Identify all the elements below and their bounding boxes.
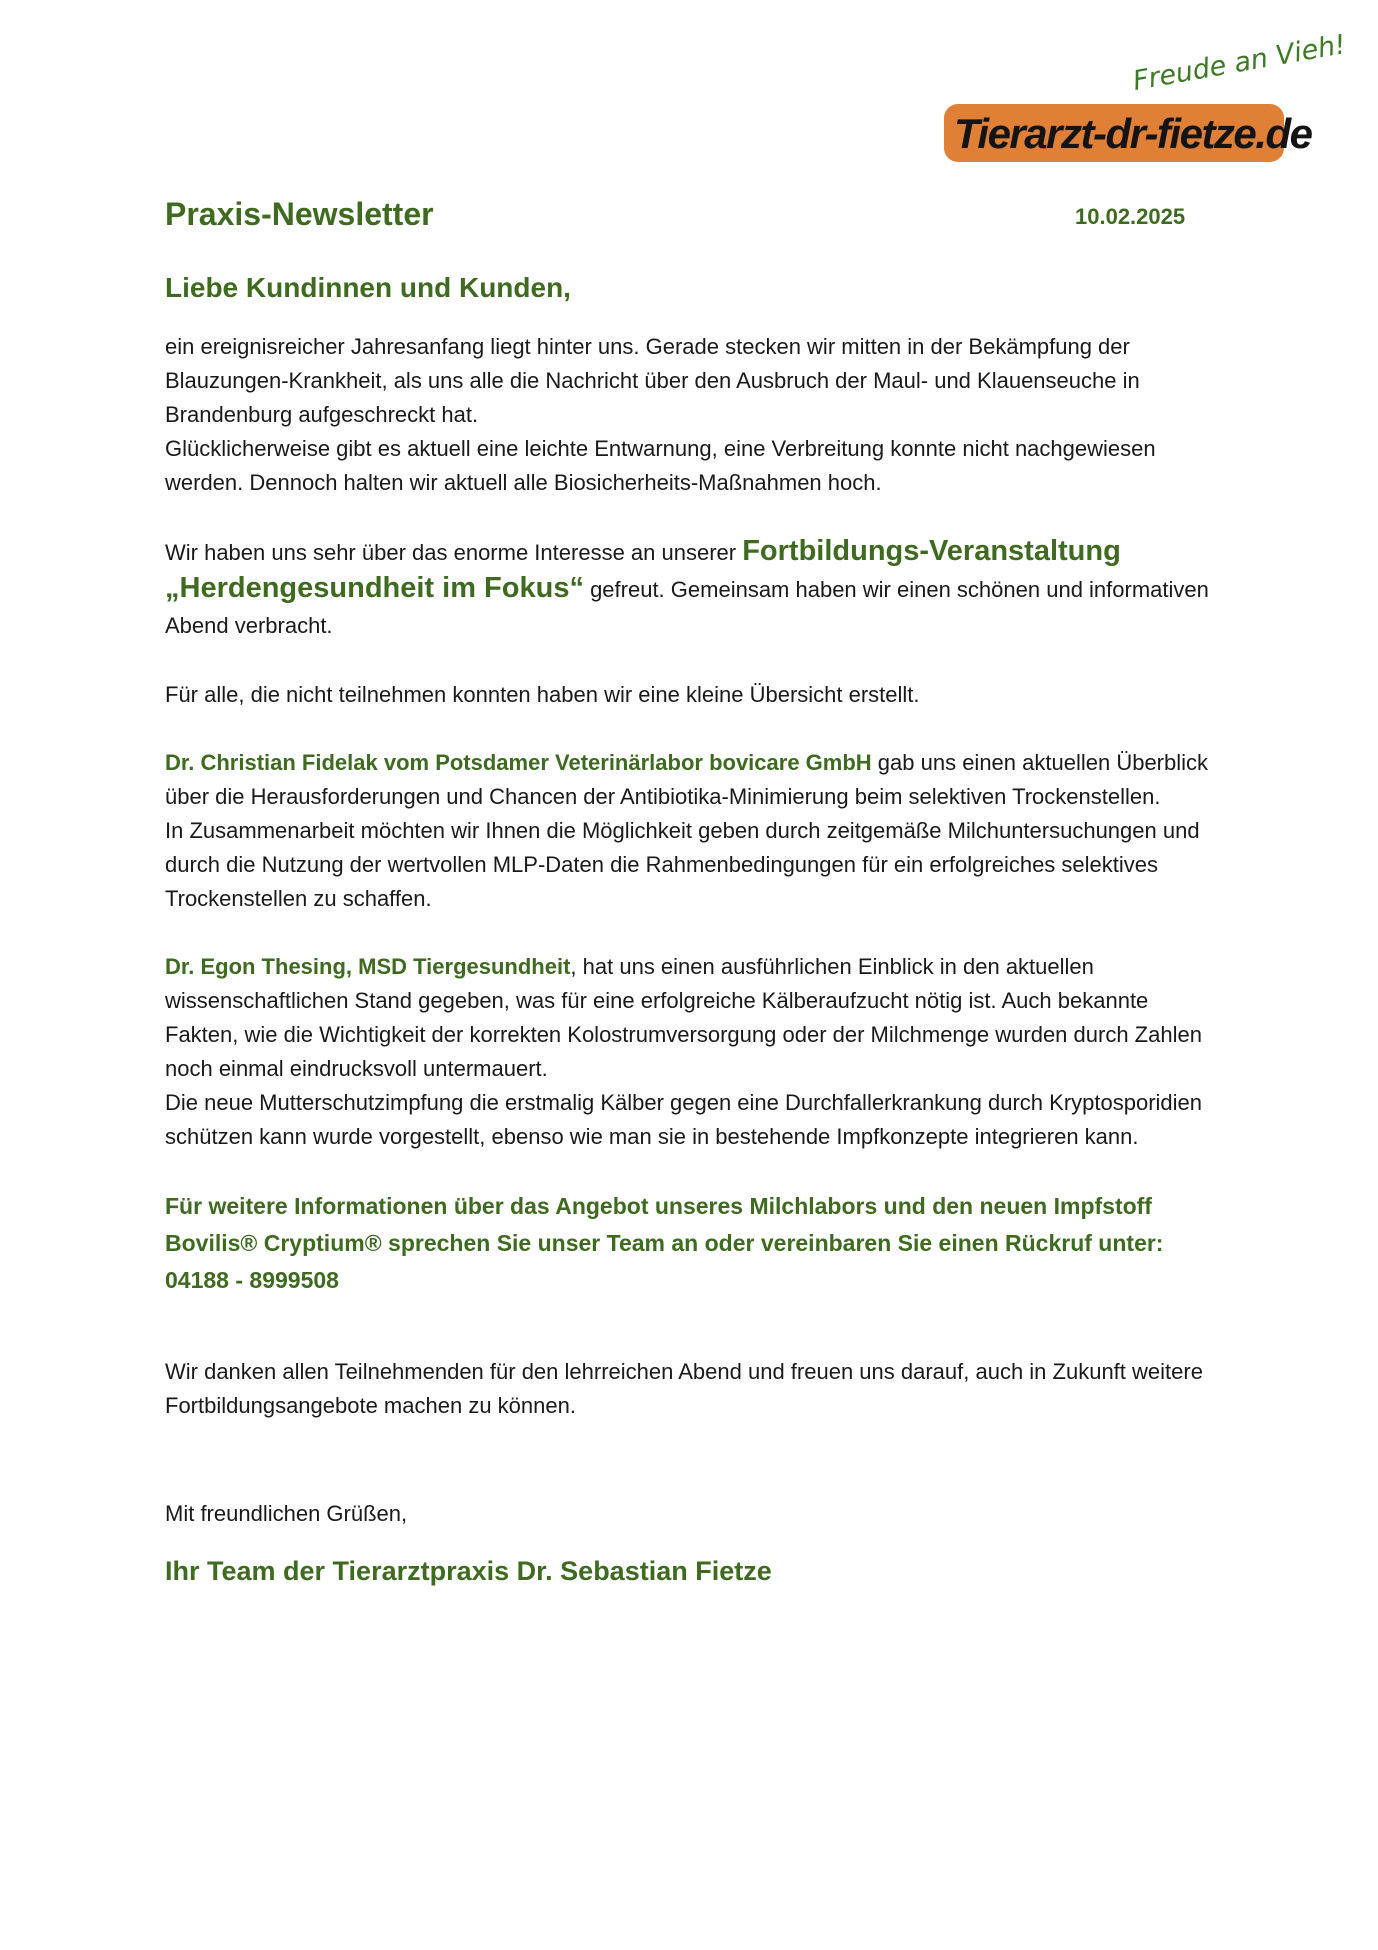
speaker1-name: Dr. Christian Fidelak vom Potsdamer Veterinärlabor bovicare GmbH (165, 750, 872, 775)
signature: Ihr Team der Tierarztpraxis Dr. Sebastian Fietze (165, 1556, 772, 1586)
intro-text: ein ereignisreicher Jahresanfang liegt hinter uns. Gerade stecken wir mitten in der Bekämpfung der Blauzungen-Krankheit, als uns alle die Nachricht über den Ausbruch der Maul- und Klauenseuche in Brandenburg aufgeschreckt hat. (165, 334, 1140, 427)
speaker1-text-2: In Zusammenarbeit möchten wir Ihnen die Möglichkeit geben durch zeitgemäße Milchuntersuchungen und durch die Nutzung der wertvollen MLP-Daten die Rahmenbedingungen für ein erfolgreiches selektives Trockenstellen zu schaffen. (165, 818, 1200, 911)
event-paragraph (165, 534, 1225, 644)
event-text-after: gefreut. Gemeinsam haben wir einen schönen und informativen Abend verbracht. (165, 577, 1209, 638)
speaker2-text-2: Die neue Mutterschutzimpfung die erstmalig Kälber gegen eine Durchfallerkrankung durch Kryptosporidien schützen kann wurde vorgestellt, ebenso wie man sie in bestehende Impfkonzepte integrieren kann. (165, 1090, 1203, 1149)
greeting: Liebe Kundinnen und Kunden, (165, 272, 571, 303)
logo (944, 29, 1349, 166)
newsletter-title: Praxis-Newsletter (165, 196, 434, 232)
speaker2-text: , hat uns einen ausführlichen Einblick in den aktuellen wissenschaftlichen Stand gegeben, was für eine erfolgreiche Kälberaufzucht nötig ist. Auch bekannte Fakten, wie die Wichtigkeit der korrekten Kolostrumversorgung oder der Milchmenge wurden durch Zahlen noch einmal eindrucksvoll untermauert. (165, 954, 1202, 1081)
speaker1-text: gab uns einen aktuellen Überblick über die Herausforderungen und Chancen der Antibiotika-Minimierung beim selektiven Trockenstellen. (165, 750, 1209, 809)
speaker2-name: Dr. Egon Thesing, MSD Tiergesundheit (165, 954, 571, 979)
event-text-before: Wir haben uns sehr über das enorme Interesse an unserer (165, 540, 743, 565)
info-paragraph: Für weitere Informationen über das Angebot unseres Milchlabors und den neuen Impfstoff Bovilis® Cryptium® sprechen Sie unser Team an oder vereinbaren Sie einen Rückruf unter: 04188 - 8999508 (165, 1193, 1164, 1293)
logo-name: Tierarzt-dr-fietze.de (954, 110, 1312, 157)
thanks-paragraph: Wir danken allen Teilnehmenden für den lehrreichen Abend und freuen uns darauf, auch in Zukunft weitere Fortbildungsangebote machen zu können. (165, 1359, 1203, 1418)
intro-text-2: Glücklicherweise gibt es aktuell eine leichte Entwarnung, eine Verbreitung konnte nicht nachgewiesen werden. Dennoch halten wir aktuell alle Biosicherheits-Maßnahmen hoch. (165, 436, 1156, 495)
speaker2-paragraph (165, 950, 1225, 1154)
closing-text: Mit freundlichen Grüßen, (165, 1501, 408, 1526)
letter-body (165, 330, 1225, 1591)
newsletter-date: 10.02.2025 (1075, 204, 1186, 229)
speaker1-paragraph (165, 746, 1225, 916)
intro-paragraph (165, 330, 1225, 500)
overview-paragraph: Für alle, die nicht teilnehmen konnten haben wir eine kleine Übersicht erstellt. (165, 682, 920, 707)
event-highlight: Fortbildungs-Veranstaltung „Herdengesundheit im Fokus“ (165, 535, 1121, 604)
logo-slogan: Freude an Vieh! (1130, 29, 1349, 97)
